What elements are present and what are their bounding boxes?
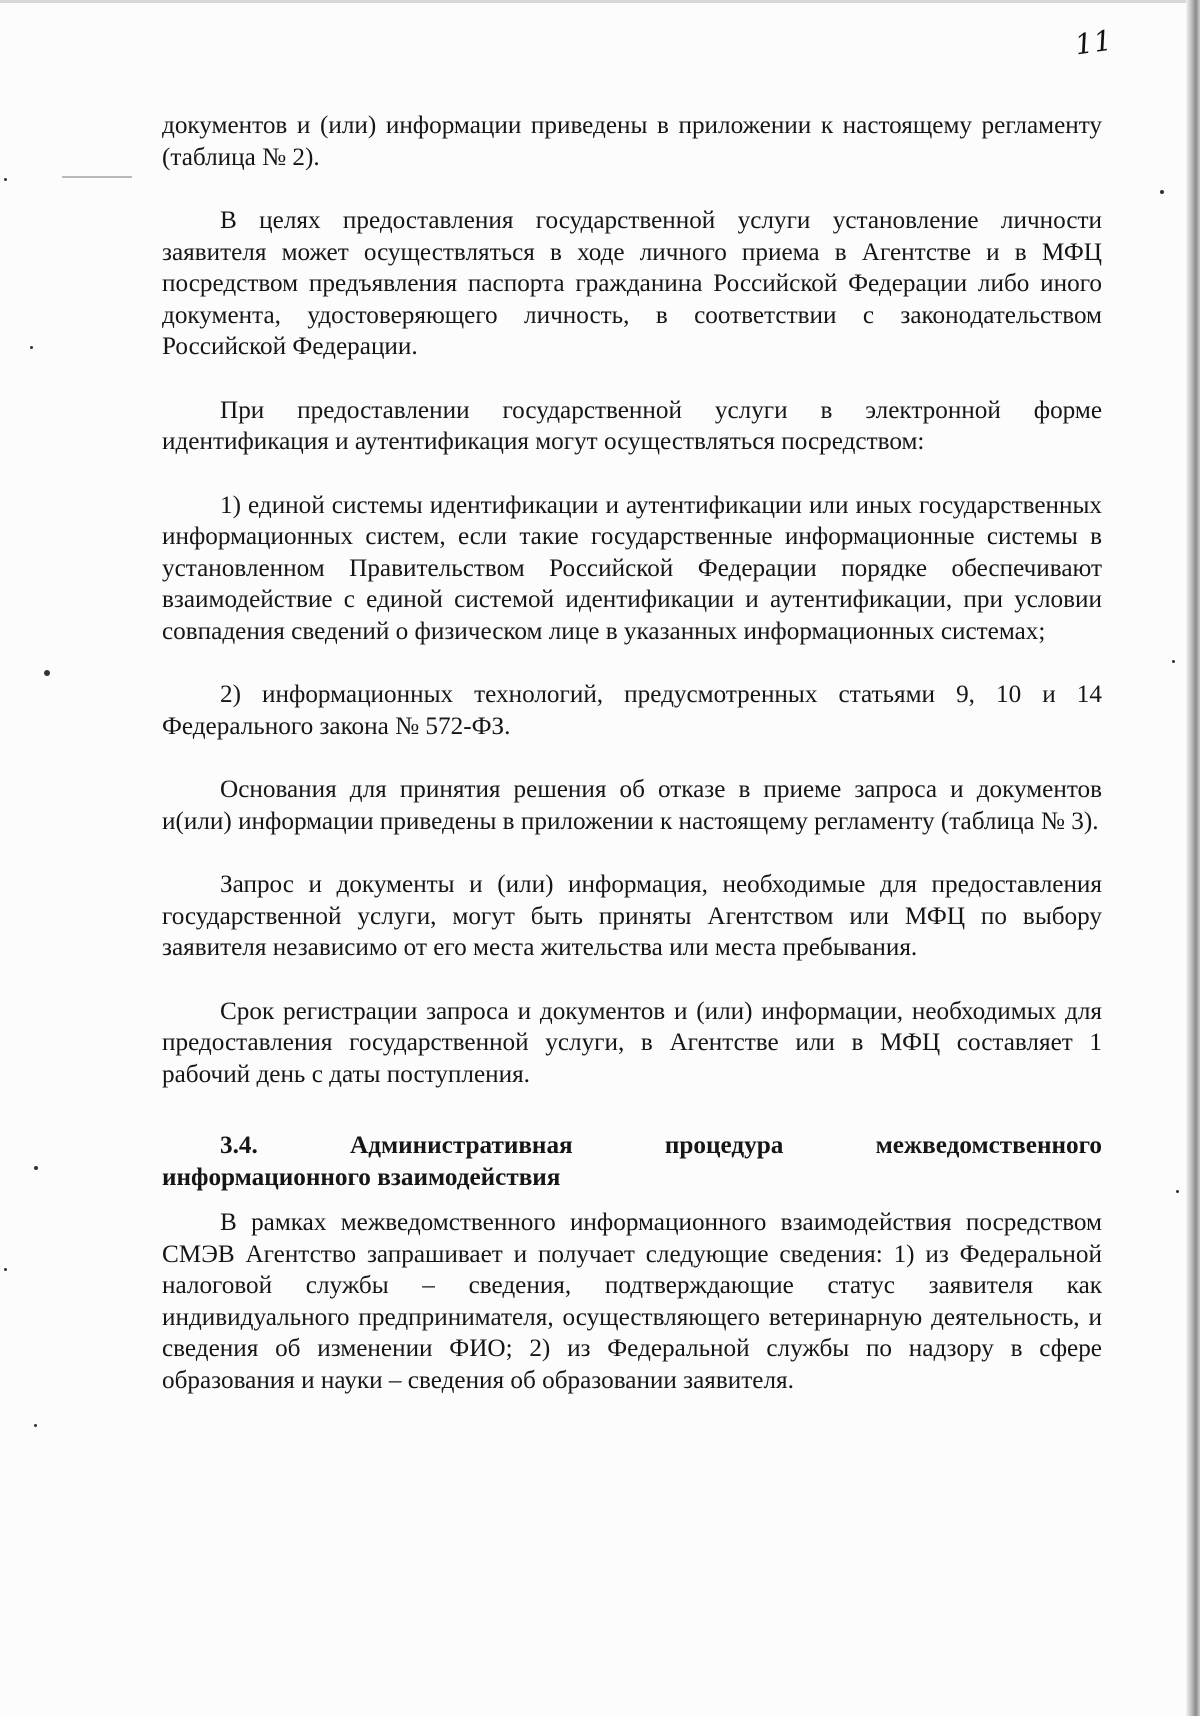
scan-right-edge <box>1186 0 1200 1716</box>
scan-artifact <box>44 670 50 676</box>
section-number: 3.4. <box>220 1132 258 1159</box>
section-title-line: информационного взаимодействия <box>162 1163 561 1191</box>
scan-artifact <box>1172 660 1175 663</box>
scan-artifact <box>1176 1190 1179 1193</box>
scan-artifact <box>4 1268 7 1271</box>
paragraph: В рамках межведомственного информационного взаимодействия посредством СМЭВ Агентство запрашивает и получает следующие сведения: 1) из Федеральной налоговой службы – сведения, подтверждающие статус заявителя как индивидуального предпринимателя, осуществляющего ветеринарную деятельность, и сведения об изменении ФИО; 2) из Федеральной службы по надзору в сфере образования и науки – сведения об образовании заявителя. <box>162 1209 1102 1394</box>
scan-artifact <box>1160 190 1164 194</box>
paragraph: В целях предоставления государственной услуги установление личности заявителя может осуществляться в ходе личного приема в Агентстве и в МФЦ посредством предъявления паспорта гражданина Российской Федерации либо иного документа, удостоверяющего личность, в соответствии с законодательством Российской Федерации. <box>162 207 1102 360</box>
section-title-word: процедура <box>664 1132 784 1159</box>
paragraph: При предоставлении государственной услуги в электронной форме идентификация и аутентификация могут осуществляться посредством: <box>162 396 1102 455</box>
paragraph: Запрос и документы и (или) информация, необходимые для предоставления государственной услуги, могут быть приняты Агентством или МФЦ по выбору заявителя независимо от его места жительства или места пребывания. <box>162 871 1102 961</box>
scan-artifact <box>62 176 132 178</box>
scan-artifact <box>34 1166 38 1170</box>
scan-top-edge <box>0 0 1200 3</box>
paragraph: документов и (или) информации приведены в приложении к настоящему регламенту (таблица № 2). <box>162 112 1102 171</box>
paragraph: Срок регистрации запроса и документов и (или) информации, необходимых для предоставления государственной услуги, в Агентстве или в МФЦ составляет 1 рабочий день с даты поступления. <box>162 997 1102 1088</box>
scan-artifact <box>34 1424 37 1427</box>
list-item: 2) информационных технологий, предусмотренных статьями 9, 10 и 14 Федерального закона № 572-ФЗ. <box>162 681 1102 740</box>
section-title-word: Административная <box>350 1132 573 1159</box>
scan-artifact <box>4 178 7 181</box>
paragraph: Основания для принятия решения об отказе в приеме запроса и документов и(или) информации приведены в приложении к настоящему регламенту (таблица № 3). <box>162 776 1102 835</box>
section-title-word: межведомственного <box>875 1132 1102 1159</box>
section-heading-line <box>162 1130 1102 1162</box>
page-number: 11 <box>1072 23 1115 62</box>
scan-artifact <box>30 346 33 349</box>
document-body <box>162 110 1102 1428</box>
section-heading <box>162 1130 1102 1193</box>
list-item: 1) единой системы идентификации и аутентификации или иных государственных информационных систем, если такие государственные информационные системы в установленном Правительством Российской Федерации порядке обеспечивают взаимодействие с единой системой идентификации и аутентификации, при условии совпадения сведений о физическом лице в указанных информационных системах; <box>162 491 1102 645</box>
